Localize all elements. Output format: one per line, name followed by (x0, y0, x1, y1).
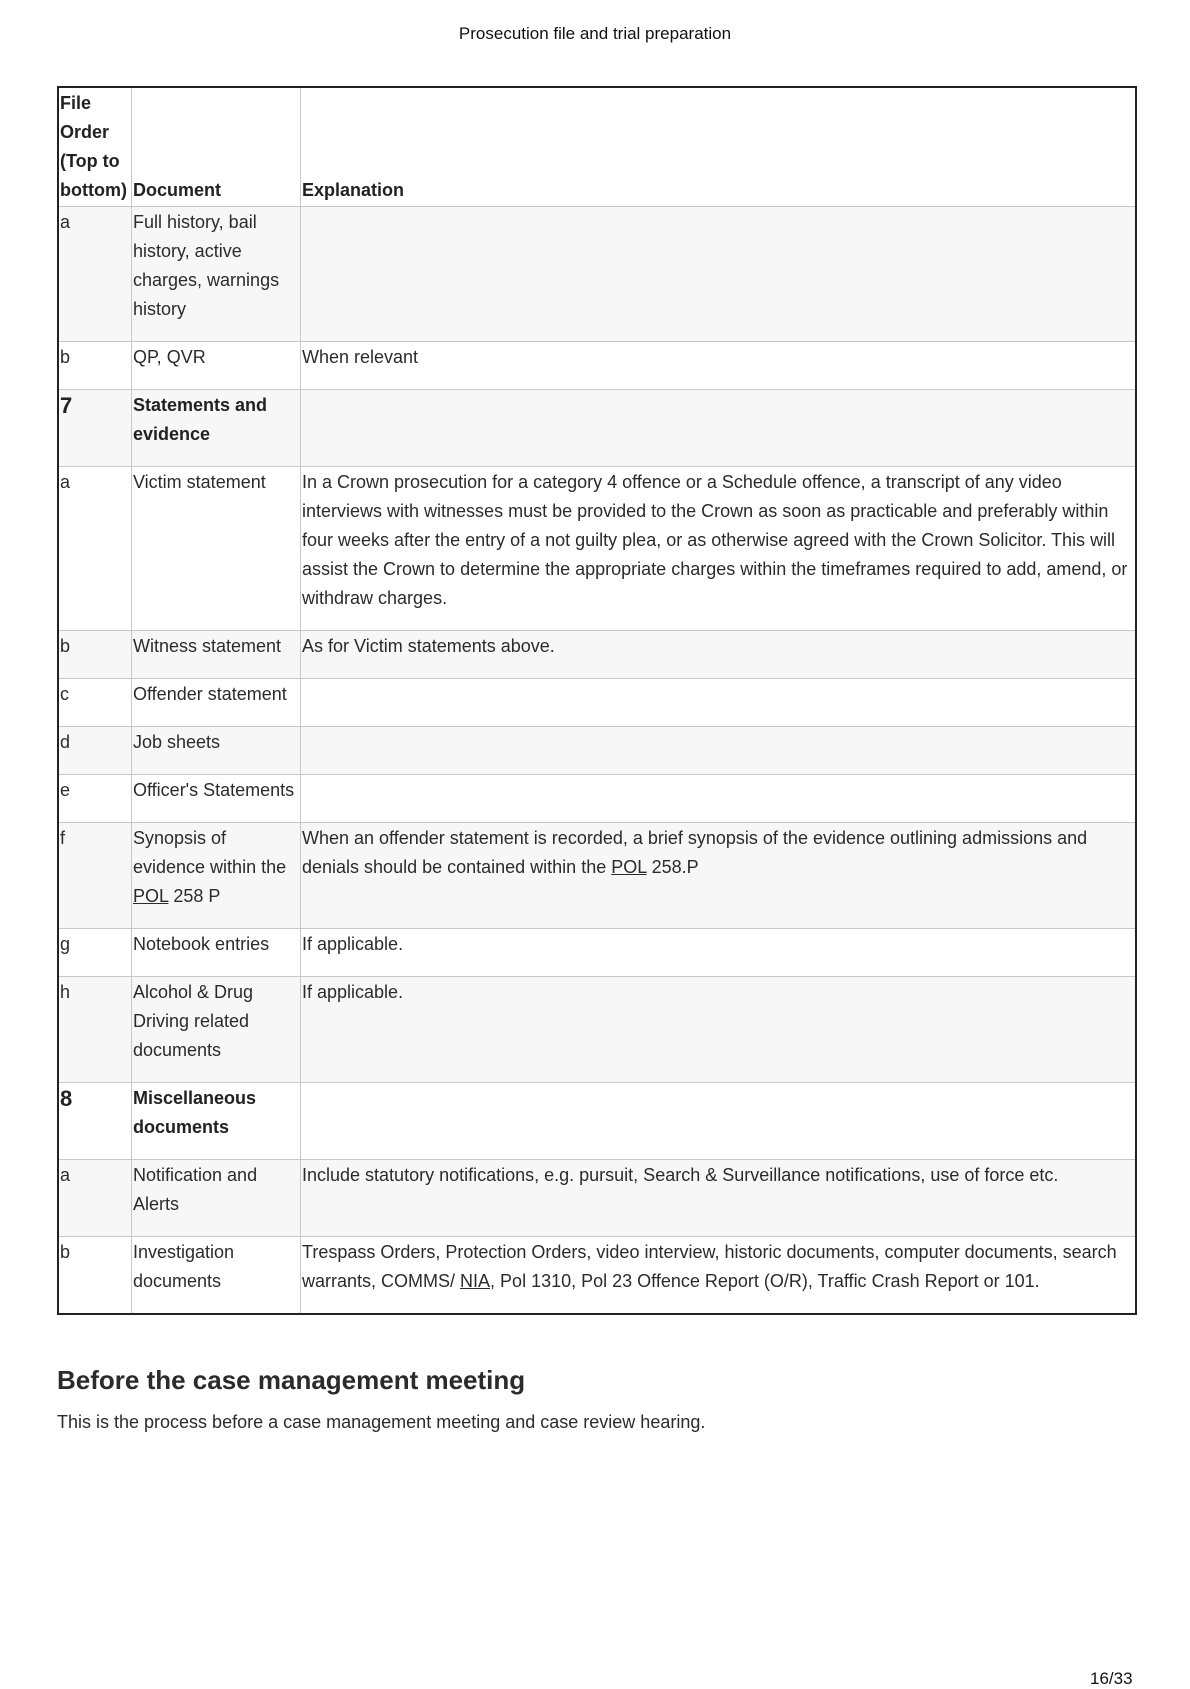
order-cell: b (58, 631, 132, 679)
order-cell: g (58, 929, 132, 977)
section-heading: Before the case management meeting (57, 1365, 526, 1395)
table-row (58, 977, 1136, 1083)
section-row (58, 390, 1136, 467)
document-cell: Witness statement (132, 631, 301, 679)
table-row (58, 342, 1136, 390)
explanation-cell (301, 775, 1137, 823)
table-row (58, 823, 1136, 929)
column-header-document: Document (132, 87, 301, 207)
order-cell: a (58, 207, 132, 342)
order-cell: a (58, 467, 132, 631)
order-cell: b (58, 342, 132, 390)
section-title: Miscellaneous documents (132, 1083, 301, 1160)
document-cell: Officer's Statements (132, 775, 301, 823)
document-cell: Notebook entries (132, 929, 301, 977)
document-cell: Notification and Alerts (132, 1160, 301, 1237)
order-cell: a (58, 1160, 132, 1237)
explanation-cell: When relevant (301, 342, 1137, 390)
document-cell: QP, QVR (132, 342, 301, 390)
explanation-cell (301, 207, 1137, 342)
section-number: 8 (58, 1083, 132, 1160)
order-cell: b (58, 1237, 132, 1315)
abbreviation: NIA (460, 1271, 491, 1291)
document-cell: Victim statement (132, 467, 301, 631)
document-cell: Investigation documents (132, 1237, 301, 1315)
explanation-cell (301, 390, 1137, 467)
order-cell: h (58, 977, 132, 1083)
section-row (58, 1083, 1136, 1160)
column-header-explanation: Explanation (301, 87, 1137, 207)
abbreviation: POL (611, 857, 647, 877)
section-number: 7 (58, 390, 132, 467)
table-row (58, 727, 1136, 775)
order-cell: e (58, 775, 132, 823)
explanation-cell: If applicable. (301, 977, 1137, 1083)
document-cell: Synopsis of evidence within the POL 258 P (132, 823, 301, 929)
explanation-cell: As for Victim statements above. (301, 631, 1137, 679)
explanation-cell: When an offender statement is recorded, a brief synopsis of the evidence outlining admissions and denials should be contained within the POL 258.P (301, 823, 1137, 929)
section-text: This is the process before a case management meeting and case review hearing. (57, 1412, 706, 1432)
table-row (58, 775, 1136, 823)
explanation-cell: In a Crown prosecution for a category 4 offence or a Schedule offence, a transcript of any video interviews with witnesses must be provided to the Crown as soon as practicable and preferably within four weeks after the entry of a not guilty plea, or as otherwise agreed with the Crown Solicitor. This will assist the Crown to determine the appropriate charges within the timeframes required to add, amend, or withdraw charges. (301, 467, 1137, 631)
document-cell: Offender statement (132, 679, 301, 727)
column-header-file-order: File Order (Top to bottom) (58, 87, 132, 207)
table-row (58, 631, 1136, 679)
order-cell: d (58, 727, 132, 775)
explanation-cell: Include statutory notifications, e.g. pursuit, Search & Surveillance notifications, use of force etc. (301, 1160, 1137, 1237)
table-row (58, 1237, 1136, 1315)
table-header-row (58, 87, 1136, 207)
table-row (58, 1160, 1136, 1237)
order-cell: f (58, 823, 132, 929)
explanation-cell (301, 727, 1137, 775)
explanation-cell (301, 679, 1137, 727)
document-cell: Job sheets (132, 727, 301, 775)
table-row (58, 929, 1136, 977)
document-cell: Alcohol & Drug Driving related documents (132, 977, 301, 1083)
file-order-table (57, 86, 1137, 1315)
table-row (58, 207, 1136, 342)
running-header: Prosecution file and trial preparation (458, 24, 732, 43)
order-cell: c (58, 679, 132, 727)
table-row (58, 679, 1136, 727)
explanation-cell: If applicable. (301, 929, 1137, 977)
page-number: 16/33 (1090, 1669, 1133, 1688)
document-cell: Full history, bail history, active charges, warnings history (132, 207, 301, 342)
section-title: Statements and evidence (132, 390, 301, 467)
explanation-cell (301, 1083, 1137, 1160)
explanation-cell: Trespass Orders, Protection Orders, video interview, historic documents, computer documents, search warrants, COMMS/ NIA, Pol 1310, Pol 23 Offence Report (O/R), Traffic Crash Report or 101. (301, 1237, 1137, 1315)
table-row (58, 467, 1136, 631)
abbreviation: POL (133, 886, 169, 906)
